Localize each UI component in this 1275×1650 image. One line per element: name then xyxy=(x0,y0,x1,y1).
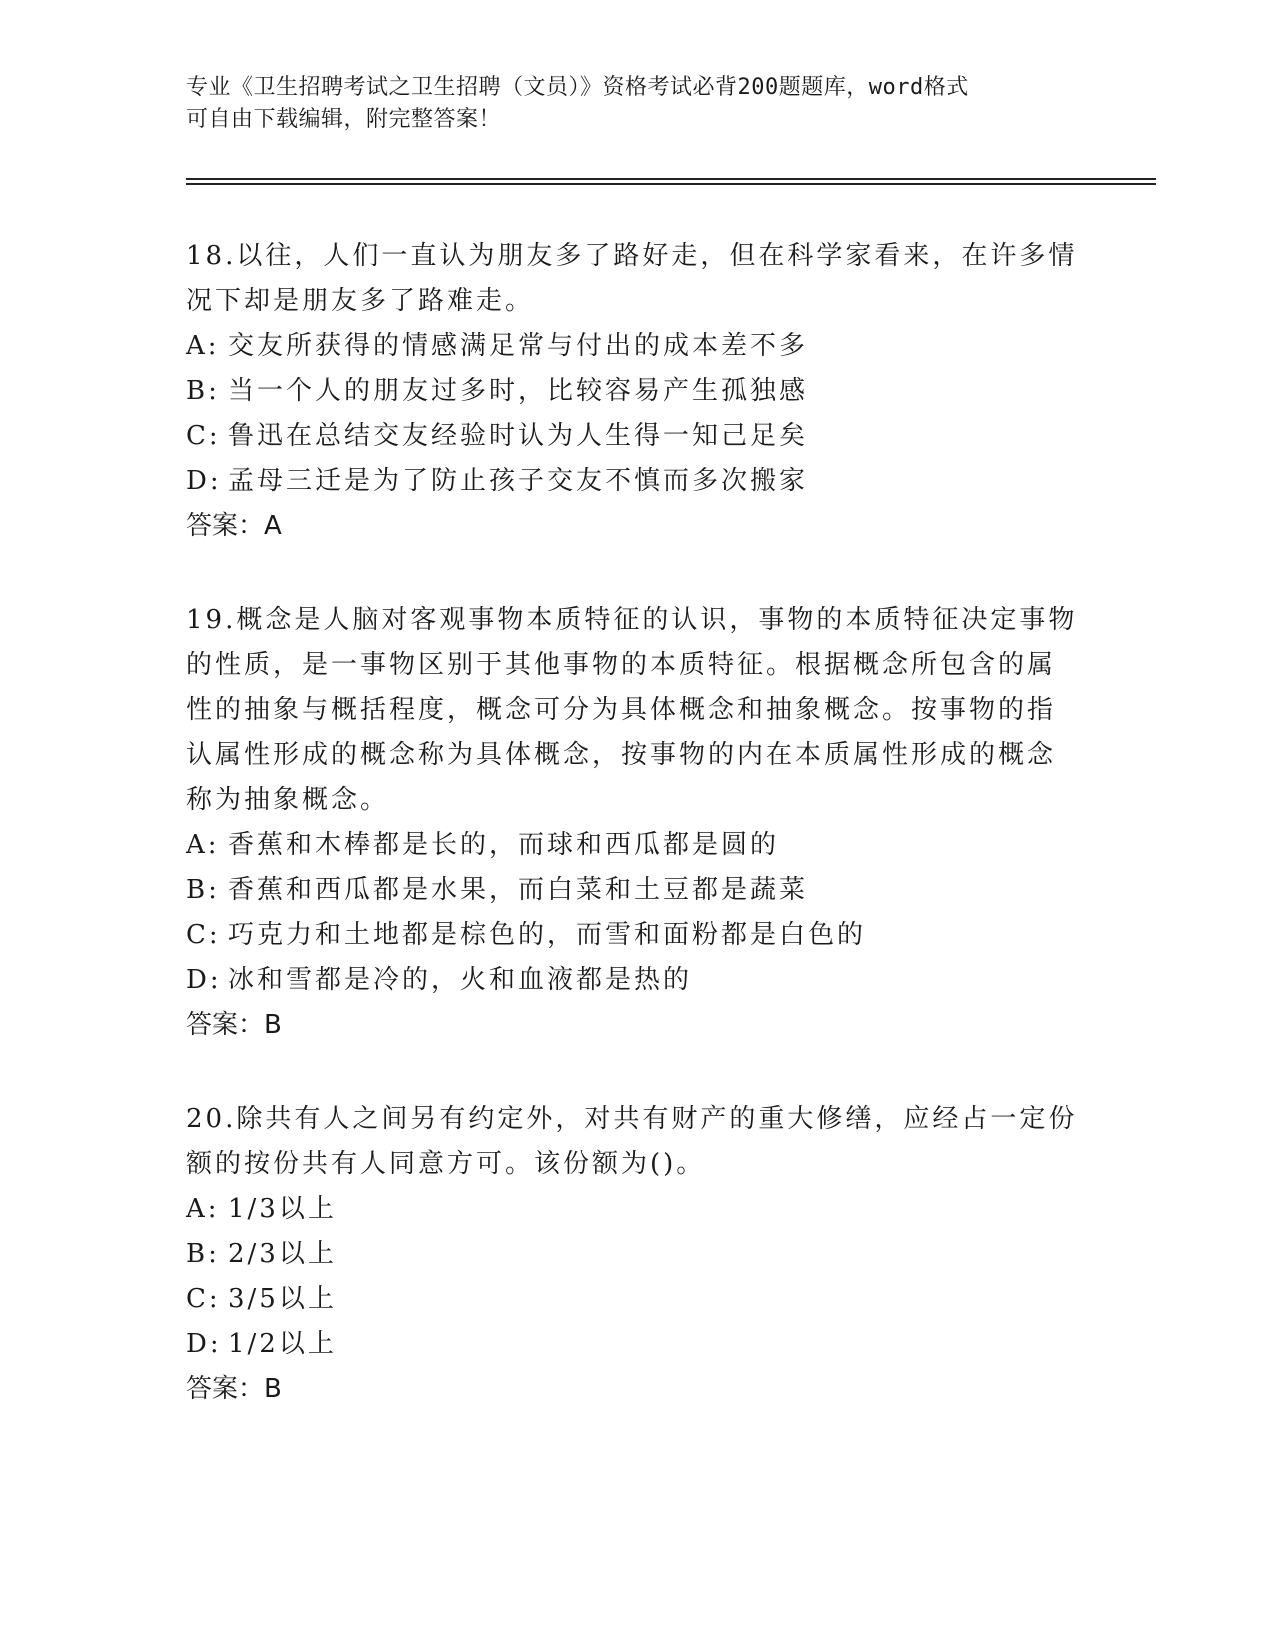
option-text: 香蕉和西瓜都是水果，而白菜和土豆都是蔬菜 xyxy=(228,875,809,905)
option-a xyxy=(186,324,1086,369)
question-stem-line: 18.以往，人们一直认为朋友多了路好走，但在科学家看来，在许多情 xyxy=(186,241,1078,271)
answer-line: 答案：B xyxy=(186,1010,282,1040)
option-text: 1/2以上 xyxy=(228,1329,337,1359)
document-header xyxy=(186,72,1086,136)
question-stem-line: 况下却是朋友多了路难走。 xyxy=(186,286,535,316)
option-key: B: xyxy=(186,875,220,905)
option-key: B: xyxy=(186,376,220,406)
header-divider-bottom xyxy=(186,183,1156,185)
option-text: 当一个人的朋友过多时，比较容易产生孤独感 xyxy=(228,376,809,406)
option-b xyxy=(186,369,1086,414)
option-key: C: xyxy=(186,1284,221,1314)
question-stem-line: 认属性形成的概念称为具体概念，按事物的内在本质属性形成的概念 xyxy=(186,740,1057,770)
option-text: 巧克力和土地都是棕色的，而雪和面粉都是白色的 xyxy=(228,920,867,950)
option-d xyxy=(186,1322,1086,1367)
option-key: D: xyxy=(186,466,222,496)
option-key: D: xyxy=(186,1329,222,1359)
question-stem-line: 的性质，是一事物区别于其他事物的本质特征。根据概念所包含的属 xyxy=(186,650,1057,680)
option-key: C: xyxy=(186,421,221,451)
header-line-2: 可自由下载编辑，附完整答案！ xyxy=(186,107,502,132)
question-19 xyxy=(186,598,1086,1048)
question-20 xyxy=(186,1097,1086,1412)
option-d xyxy=(186,459,1086,504)
option-key: A: xyxy=(186,331,220,361)
option-text: 鲁迅在总结交友经验时认为人生得一知己足矣 xyxy=(228,421,809,451)
option-c xyxy=(186,1277,1086,1322)
option-text: 3/5以上 xyxy=(228,1284,337,1314)
option-key: C: xyxy=(186,920,221,950)
option-text: 香蕉和木棒都是长的，而球和西瓜都是圆的 xyxy=(228,830,780,860)
question-stem-line: 性的抽象与概括程度，概念可分为具体概念和抽象概念。按事物的指 xyxy=(186,695,1057,725)
answer-line: 答案：B xyxy=(186,1374,282,1404)
option-b xyxy=(186,1232,1086,1277)
option-c xyxy=(186,913,1086,958)
header-divider-top xyxy=(186,178,1156,180)
option-text: 冰和雪都是冷的，火和血液都是热的 xyxy=(228,965,693,995)
option-text: 交友所获得的情感满足常与付出的成本差不多 xyxy=(228,331,809,361)
question-18 xyxy=(186,234,1086,549)
question-stem-line: 称为抽象概念。 xyxy=(186,785,390,815)
option-a xyxy=(186,1187,1086,1232)
header-line-1: 专业《卫生招聘考试之卫生招聘（文员）》资格考试必背200题题库，word格式 xyxy=(186,75,969,100)
option-c xyxy=(186,414,1086,459)
option-a xyxy=(186,823,1086,868)
answer-line: 答案：A xyxy=(186,511,282,541)
option-text: 孟母三迁是为了防止孩子交友不慎而多次搬家 xyxy=(228,466,809,496)
option-b xyxy=(186,868,1086,913)
option-key: B: xyxy=(186,1239,220,1269)
option-key: A: xyxy=(186,830,220,860)
question-stem-line: 额的按份共有人同意方可。该份额为()。 xyxy=(186,1149,706,1179)
question-stem-line: 19.概念是人脑对客观事物本质特征的认识，事物的本质特征决定事物 xyxy=(186,605,1078,635)
question-stem-line: 20.除共有人之间另有约定外，对共有财产的重大修缮，应经占一定份 xyxy=(186,1104,1078,1134)
option-key: D: xyxy=(186,965,222,995)
option-text: 2/3以上 xyxy=(228,1239,337,1269)
option-text: 1/3以上 xyxy=(228,1194,337,1224)
option-key: A: xyxy=(186,1194,220,1224)
option-d xyxy=(186,958,1086,1003)
